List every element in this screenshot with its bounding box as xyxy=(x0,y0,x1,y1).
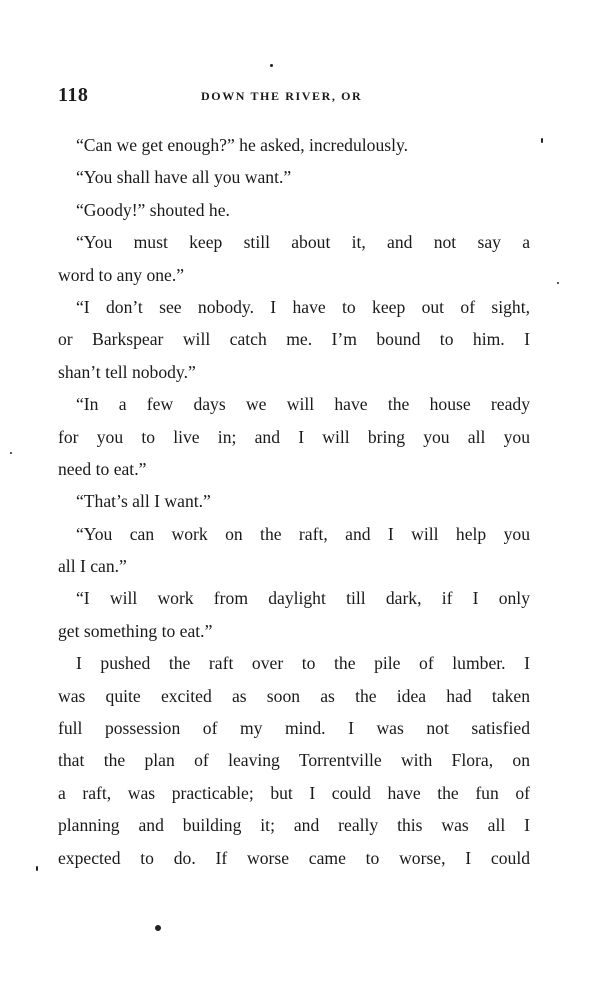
text-line: need to eat.” xyxy=(58,458,147,479)
text-line: “In a few days we will have the house ready xyxy=(76,394,530,415)
text-line: “Can we get enough?” he asked, incredulously. xyxy=(76,135,409,155)
text-line: “Goody!” shouted he. xyxy=(76,199,230,220)
scan-speck xyxy=(155,925,161,931)
text-line: “You must keep still about it, and not say a xyxy=(76,232,530,253)
text-line: a raft, was practicable; but I could have the fun of xyxy=(58,782,530,803)
text-line: or Barkspear will catch me. I’m bound to him. I xyxy=(58,329,530,350)
body-text xyxy=(58,129,530,874)
text-line: full possession of my mind. I was not satisfied xyxy=(58,718,530,739)
text-line: for you to live in; and I will bring you all you xyxy=(58,426,530,447)
text-line: word to any one.” xyxy=(58,264,185,285)
text-line: get something to eat.” xyxy=(58,620,213,641)
text-line: all I can.” xyxy=(58,556,127,577)
text-line: was quite excited as soon as the idea had taken xyxy=(58,685,530,706)
text-line: “You shall have all you want.” xyxy=(76,167,292,188)
text-line: I pushed the raft over to the pile of lumber. I xyxy=(76,653,530,674)
scan-speck xyxy=(36,866,38,871)
scan-speck xyxy=(270,64,273,67)
text-line: “I don’t see nobody. I have to keep out of sight, xyxy=(76,296,530,317)
text-line: “That’s all I want.” xyxy=(76,491,211,512)
page-number: 118 xyxy=(58,84,89,106)
page-header xyxy=(58,84,530,108)
text-line: “I will work from daylight till dark, if I only xyxy=(76,588,530,609)
scan-speck xyxy=(557,282,559,284)
scan-speck xyxy=(541,138,543,143)
text-line: “You can work on the raft, and I will help you xyxy=(76,523,530,544)
text-line: expected to do. If worse came to worse, I could xyxy=(58,847,530,868)
text-line: planning and building it; and really this was all I xyxy=(58,815,530,836)
running-head: DOWN THE RIVER, OR xyxy=(201,89,363,103)
scan-speck xyxy=(10,452,12,454)
text-line: shan’t tell nobody.” xyxy=(58,361,196,382)
text-line: that the plan of leaving Torrentville with Flora, on xyxy=(58,750,530,771)
